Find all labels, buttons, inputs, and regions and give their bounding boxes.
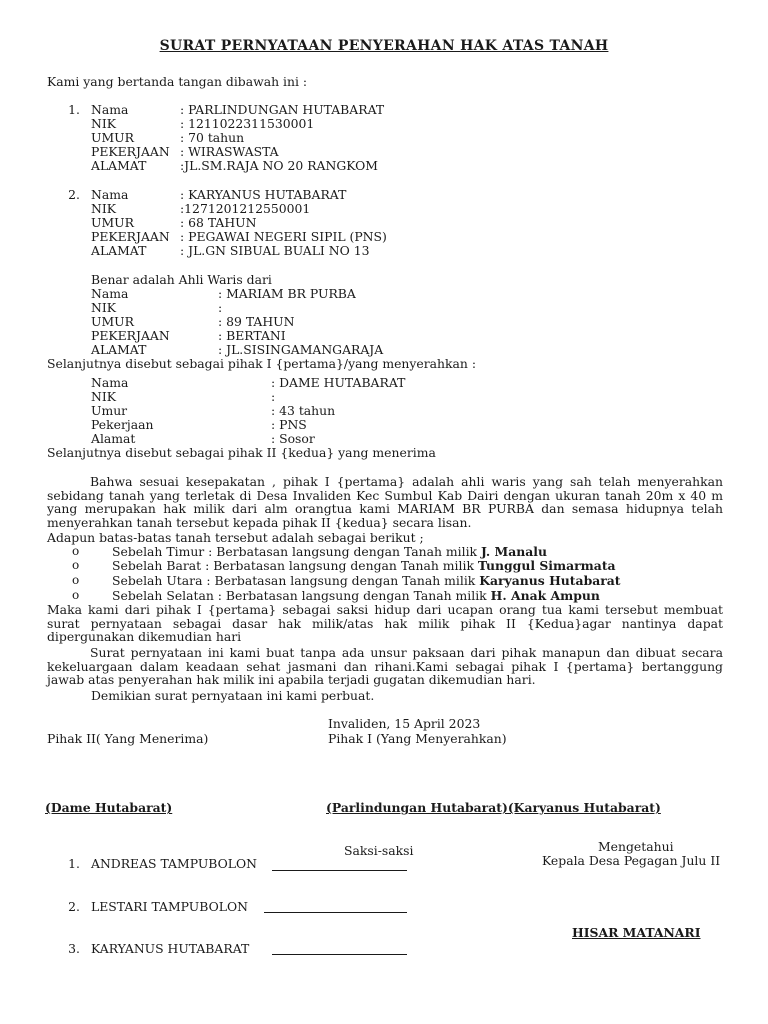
person-number: 1. xyxy=(68,102,80,117)
person-1-address-label: ALAMAT xyxy=(91,158,147,173)
paragraph-agreement: Bahwa sesuai kesepakatan , pihak I {pertama} adalah ahli waris yang sah telah menyerahkan sebidang tanah yang terletak di Desa Invaliden Kec Sumbul Kab Dairi dengan ukuran tanah 20m x 40 m yang merupakan hak milik dari alm orangtua kami MARIAM BR PURBA dan semasa hidupnya telah menyerahkan tanah tersebut kepada pihak II {kedua} secara lisan. xyxy=(47,474,723,530)
person-number: 2. xyxy=(68,187,80,202)
recipient-job-label: Pekerjaan xyxy=(91,417,154,432)
person-2-address-label: ALAMAT xyxy=(91,243,147,258)
document-title: SURAT PERNYATAAN PENYERAHAN HAK ATAS TANAH xyxy=(159,38,609,54)
bullet-icon: o xyxy=(72,544,80,558)
person-2-nik-label: NIK xyxy=(91,201,116,216)
signature-line xyxy=(272,870,407,871)
recipient-address-label: Alamat xyxy=(91,431,136,446)
person-2-job-label: PEKERJAAN xyxy=(91,229,170,244)
person-1-name-value: : PARLINDUNGAN HUTABARAT xyxy=(180,102,385,117)
intro-text: Kami yang bertanda tangan dibawah ini : xyxy=(47,74,308,89)
person-2-age-value: : 68 TAHUN xyxy=(180,215,257,230)
person-2-age-label: UMUR xyxy=(91,215,134,230)
heir-address-label: ALAMAT xyxy=(91,342,147,357)
party-2-signer: (Dame Hutabarat) xyxy=(45,800,173,815)
boundary-south xyxy=(112,589,600,603)
person-2-job-value: : PEGAWAI NEGERI SIPIL (PNS) xyxy=(180,229,387,244)
recipient-address-value: : Sosor xyxy=(271,431,315,446)
recipient-name-label: Nama xyxy=(91,375,129,390)
village-head-title: Kepala Desa Pegagan Julu II xyxy=(542,853,721,868)
boundary-intro: Adapun batas-batas tanah tersebut adalah sebagai berikut ; xyxy=(47,530,424,545)
heir-name-label: Nama xyxy=(91,286,129,301)
party-1-label: Pihak I (Yang Menyerahkan) xyxy=(328,731,507,746)
person-1-nik-value: : 1211022311530001 xyxy=(180,116,315,131)
paragraph-witness: Maka kami dari pihak I {pertama} sebagai saksi hidup dari ucapan orang tua kami tersebut membuat surat pernyataan sebagai dasar hak milik/atas hak milik pihak II {Kedua}agar nantinya dapat dipergunakan dikemudian hari xyxy=(47,602,723,645)
witnesses-label: Saksi-saksi xyxy=(344,843,414,858)
witness-number: 1. xyxy=(68,856,80,871)
signature-line xyxy=(264,912,407,913)
person-2-name-value: : KARYANUS HUTABARAT xyxy=(180,187,347,202)
bullet-icon: o xyxy=(72,588,80,602)
boundary-north xyxy=(112,574,621,588)
place-date: Invaliden, 15 April 2023 xyxy=(328,716,481,731)
signature-line xyxy=(272,954,407,955)
village-head-name: HISAR MATANARI xyxy=(572,925,701,940)
person-2-name-label: Nama xyxy=(91,187,129,202)
witness-name: ANDREAS TAMPUBOLON xyxy=(91,856,257,871)
person-1-nik-label: NIK xyxy=(91,116,116,131)
heir-heading: Benar adalah Ahli Waris dari xyxy=(91,272,272,287)
recipient-name-value: : DAME HUTABARAT xyxy=(271,375,406,390)
witness-number: 3. xyxy=(68,941,80,956)
recipient-age-label: Umur xyxy=(91,403,128,418)
witness-name: LESTARI TAMPUBOLON xyxy=(91,899,248,914)
person-1-job-value: : WIRASWASTA xyxy=(180,144,279,159)
bullet-icon: o xyxy=(72,558,80,572)
person-2-nik-value: :1271201212550001 xyxy=(180,201,311,216)
person-1-job-label: PEKERJAAN xyxy=(91,144,170,159)
boundary-text: Sebelah Utara : Berbatasan langsung dengan Tanah milik xyxy=(112,573,480,588)
closing-text: Demikian surat pernyataan ini kami perbuat. xyxy=(91,688,375,703)
boundary-owner: H. Anak Ampun xyxy=(490,588,600,603)
heir-job-label: PEKERJAAN xyxy=(91,328,170,343)
acknowledged-label: Mengetahui xyxy=(598,839,674,854)
heir-job-value: : BERTANI xyxy=(218,328,286,343)
recipient-age-value: : 43 tahun xyxy=(271,403,336,418)
boundary-west xyxy=(112,559,616,573)
party-2-label: Pihak II( Yang Menerima) xyxy=(47,731,209,746)
heir-address-value: : JL.SISINGAMANGARAJA xyxy=(218,342,384,357)
boundary-text: Sebelah Selatan : Berbatasan langsung dengan Tanah milik xyxy=(112,588,491,603)
boundary-text: Sebelah Barat : Berbatasan langsung dengan Tanah milik xyxy=(112,558,478,573)
heir-nik-label: NIK xyxy=(91,300,116,315)
heir-age-label: UMUR xyxy=(91,314,134,329)
party-2-note: Selanjutnya disebut sebagai pihak II {kedua} yang menerima xyxy=(47,445,436,460)
party-1-signers: (Parlindungan Hutabarat)(Karyanus Hutabarat) xyxy=(326,800,661,815)
heir-age-value: : 89 TAHUN xyxy=(218,314,295,329)
recipient-nik-value: : xyxy=(271,389,276,404)
person-1-address-value: :JL.SM.RAJA NO 20 RANGKOM xyxy=(180,158,378,173)
party-1-note: Selanjutnya disebut sebagai pihak I {pertama}/yang menyerahkan : xyxy=(47,356,476,371)
person-1-age-label: UMUR xyxy=(91,130,134,145)
witness-number: 2. xyxy=(68,899,80,914)
recipient-nik-label: NIK xyxy=(91,389,116,404)
paragraph-statement: Surat pernyataan ini kami buat tanpa ada unsur paksaan dari pihak manapun dan dibuat secara kekeluargaan dalam keadaan sehat jasmani dan rihani.Kami sebagai pihak I {pertama} bertanggung jawab atas penyerahan hak milik ini apabila terjadi gugatan dikemudian hari. xyxy=(47,645,723,688)
boundary-owner: Tunggul Simarmata xyxy=(477,558,616,573)
person-1-name-label: Nama xyxy=(91,102,129,117)
witness-name: KARYANUS HUTABARAT xyxy=(91,941,250,956)
recipient-job-value: : PNS xyxy=(271,417,307,432)
heir-nik-value: : xyxy=(218,300,223,315)
boundary-owner: Karyanus Hutabarat xyxy=(479,573,621,588)
boundary-owner: J. Manalu xyxy=(481,544,548,559)
person-1-age-value: : 70 tahun xyxy=(180,130,245,145)
heir-name-value: : MARIAM BR PURBA xyxy=(218,286,356,301)
person-2-address-value: : JL.GN SIBUAL BUALI NO 13 xyxy=(180,243,370,258)
boundary-east xyxy=(112,545,547,559)
boundary-text: Sebelah Timur : Berbatasan langsung dengan Tanah milik xyxy=(112,544,481,559)
bullet-icon: o xyxy=(72,573,80,587)
